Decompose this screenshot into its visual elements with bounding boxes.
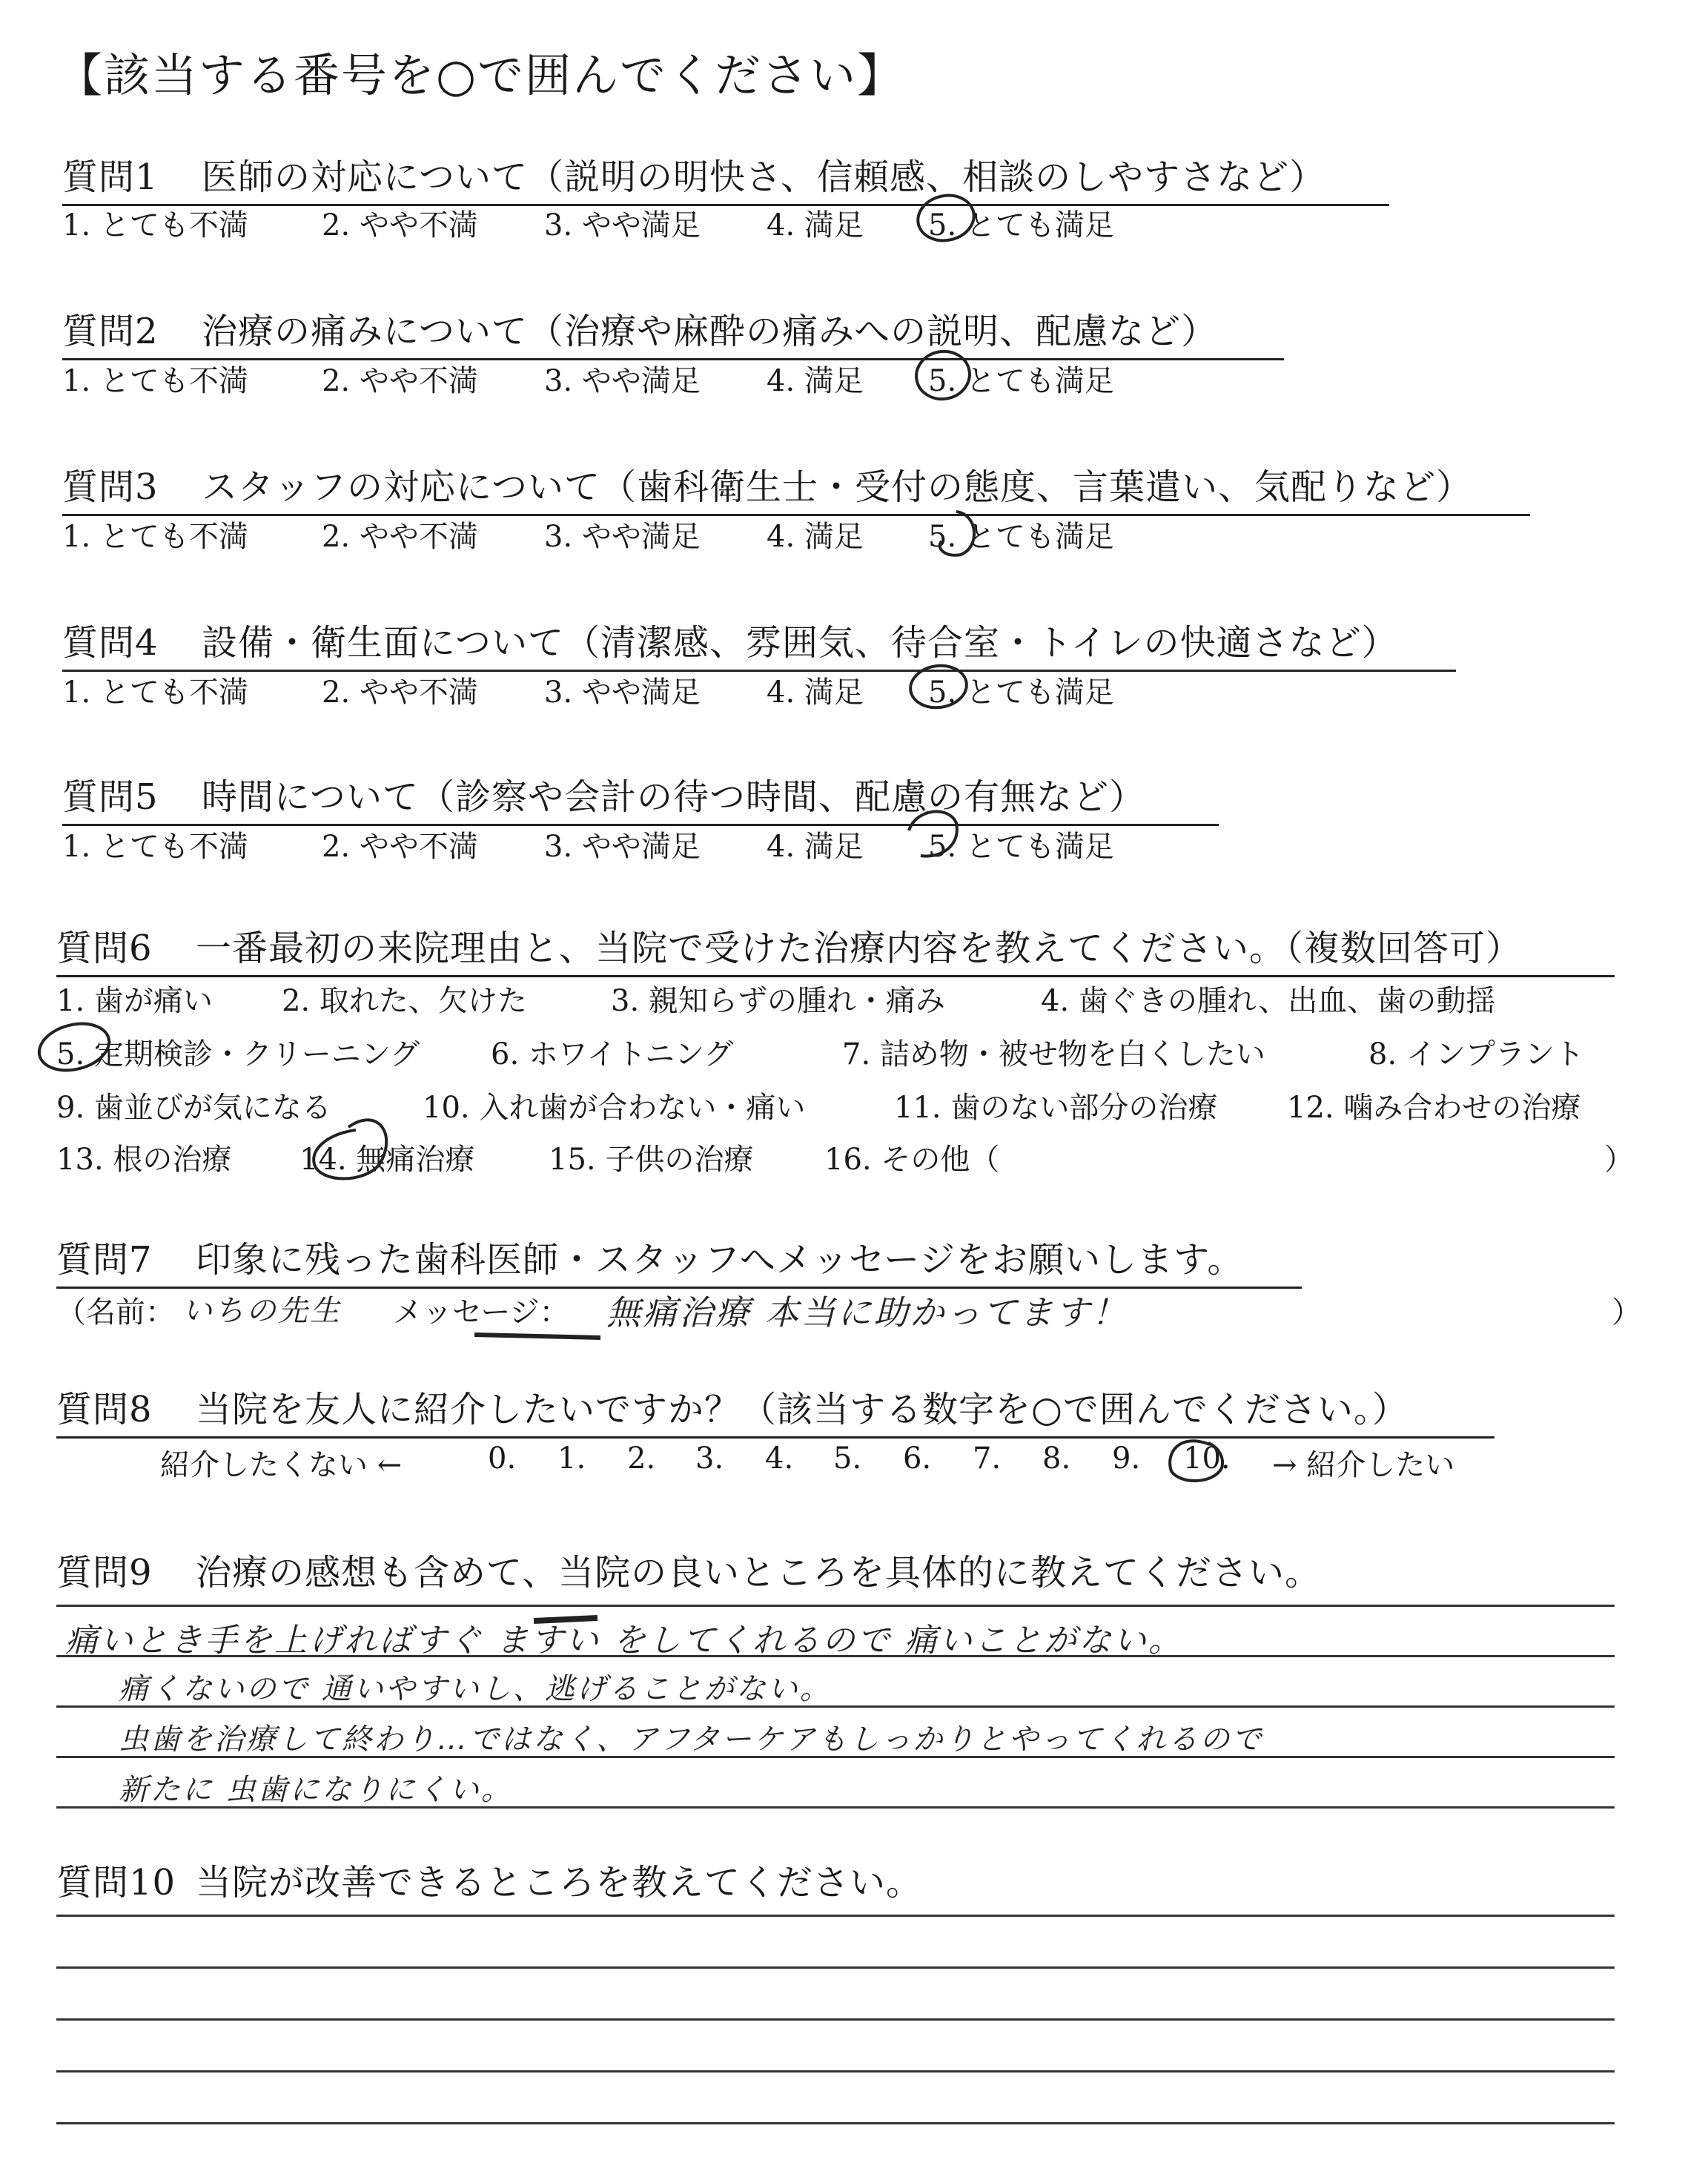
q5-option-4[interactable]: 4. 満足 (767, 830, 864, 864)
q3-option-4[interactable]: 4. 満足 (767, 520, 864, 554)
q3-option-2[interactable]: 2. やや不満 (322, 520, 478, 554)
q9-answer-line-1[interactable]: 痛いとき手を上げればすぐ ますい をしてくれるので 痛いことがない。 (65, 1622, 1183, 1659)
question-7-text: 印象に残った歯科医師・スタッフへメッセージをお願いします。 (196, 1239, 1244, 1281)
q6-option-12[interactable]: 12. 噛み合わせの治療 (1287, 1091, 1581, 1125)
q6-option-9[interactable]: 9. 歯並びが気になる (56, 1091, 331, 1125)
q7-scribble-strike (474, 1335, 600, 1338)
q6-option-11[interactable]: 11. 歯のない部分の治療 (894, 1091, 1218, 1125)
q7-message-prefix: メッセージ： (393, 1295, 569, 1330)
q3-option-3[interactable]: 3. やや満足 (544, 520, 701, 554)
q8-scale-7[interactable]: 7. (973, 1441, 1002, 1476)
q8-scale-2[interactable]: 2. (627, 1441, 656, 1476)
q6-option-8[interactable]: 8. インプラント (1368, 1037, 1584, 1071)
question-7-answer-row (56, 1289, 1641, 1333)
question-8-label: 質問8 (56, 1389, 153, 1430)
q6-option-5[interactable]: 5. 定期検診・クリーニング (56, 1037, 420, 1071)
q5-option-3[interactable]: 3. やや満足 (544, 830, 701, 864)
q7-close: ） (1612, 1295, 1641, 1330)
question-8-text: 当院を友人に紹介したいですか？（該当する数字を○で囲んでください。） (196, 1389, 1409, 1430)
q5-option-2[interactable]: 2. やや不満 (322, 830, 478, 864)
q2-option-4[interactable]: 4. 満足 (767, 364, 864, 398)
q6-option-3[interactable]: 3. 親知らずの腫れ・痛み (611, 984, 945, 1018)
q8-scale-10[interactable]: 10. (1183, 1441, 1231, 1476)
q6-option-2[interactable]: 2. 取れた、欠けた (282, 984, 527, 1018)
question-9-heading (56, 1544, 1321, 1595)
question-10-text: 当院が改善できるところを教えてください。 (196, 1862, 923, 1903)
question-5-heading (62, 768, 1219, 826)
question-5-text: 時間について（診察や会計の待つ時間、配慮の有無など） (202, 776, 1146, 818)
q6-other-close: ） (1604, 1143, 1634, 1177)
question-3-heading (62, 458, 1530, 516)
q6-option-7[interactable]: 7. 詰め物・被せ物を白くしたい (842, 1037, 1265, 1071)
question-4-heading (62, 614, 1456, 672)
question-6-text: 一番最初の来院理由と、当院で受けた治療内容を教えてください。（複数回答可） (196, 928, 1523, 969)
q6-option-13[interactable]: 13. 根の治療 (56, 1143, 232, 1177)
q3-option-5[interactable]: 5. とても満足 (928, 520, 1114, 554)
q4-option-3[interactable]: 3. やや満足 (544, 676, 701, 710)
q8-scale-8[interactable]: 8. (1042, 1441, 1071, 1476)
q6-option-1[interactable]: 1. 歯が痛い (56, 984, 213, 1018)
question-3-label: 質問3 (62, 466, 159, 508)
q9-answer-line-3[interactable]: 虫歯を治療して終わり…ではなく、アフターケアもしっかりとやってくれるので (119, 1723, 1264, 1757)
q8-scale-6[interactable]: 6. (903, 1441, 932, 1476)
q4-option-4[interactable]: 4. 満足 (767, 676, 864, 710)
q8-scale-0[interactable]: 0. (488, 1441, 517, 1476)
q10-line-3 (56, 2070, 1615, 2073)
question-6-label: 質問6 (56, 928, 153, 969)
question-2-label: 質問2 (62, 311, 159, 352)
question-8-scale (56, 1441, 1621, 1486)
page-title: 【該当する番号を○で囲んでください】 (56, 48, 905, 102)
question-7-label: 質問7 (56, 1239, 153, 1281)
question-8-heading (56, 1381, 1494, 1439)
q8-scale-9[interactable]: 9. (1112, 1441, 1141, 1476)
q9-line-0 (56, 1605, 1615, 1607)
q10-line-0 (56, 1915, 1615, 1917)
q8-scale-1[interactable]: 1. (557, 1441, 586, 1476)
q10-line-2 (56, 2018, 1615, 2021)
q3-option-1[interactable]: 1. とても不満 (62, 520, 248, 554)
q5-option-5[interactable]: 5. とても満足 (928, 830, 1114, 864)
q9-answer-line-2[interactable]: 痛くないので 通いやすいし、逃げることがない。 (119, 1672, 832, 1706)
q10-line-1 (56, 1966, 1615, 1969)
q9-answer-line-4[interactable]: 新たに 虫歯になりにくい。 (119, 1773, 513, 1807)
q4-option-5[interactable]: 5. とても満足 (928, 676, 1114, 710)
q2-option-5[interactable]: 5. とても満足 (928, 364, 1114, 398)
question-9-label: 質問9 (56, 1552, 153, 1593)
question-4-label: 質問4 (62, 622, 159, 664)
q6-option-16[interactable]: 16. その他（ (824, 1143, 1000, 1177)
q7-name-value[interactable]: いちの先生 (182, 1294, 342, 1328)
question-1-label: 質問1 (62, 156, 159, 198)
q1-option-2[interactable]: 2. やや不満 (322, 208, 478, 242)
q6-option-4[interactable]: 4. 歯ぐきの腫れ、出血、歯の動揺 (1041, 984, 1496, 1018)
q2-option-2[interactable]: 2. やや不満 (322, 364, 478, 398)
q6-option-14[interactable]: 14. 無痛治療 (299, 1143, 475, 1177)
q8-scale-3[interactable]: 3. (695, 1441, 724, 1476)
q2-option-1[interactable]: 1. とても不満 (62, 364, 248, 398)
q6-option-10[interactable]: 10. 入れ歯が合わない・痛い (423, 1091, 806, 1125)
q7-name-prefix: （名前： (56, 1295, 175, 1330)
question-1-heading (62, 148, 1389, 206)
question-10-label: 質問10 (56, 1862, 176, 1903)
question-7-heading (56, 1231, 1302, 1289)
q1-option-4[interactable]: 4. 満足 (767, 208, 864, 242)
q6-option-15[interactable]: 15. 子供の治療 (549, 1143, 754, 1177)
q2-option-3[interactable]: 3. やや満足 (544, 364, 701, 398)
q8-scale-5[interactable]: 5. (833, 1441, 862, 1476)
question-2-heading (62, 303, 1284, 360)
q10-line-4 (56, 2122, 1615, 2124)
q1-option-3[interactable]: 3. やや満足 (544, 208, 701, 242)
q6-option-6[interactable]: 6. ホワイトニング (491, 1037, 734, 1071)
question-3-text: スタッフの対応について（歯科衛生士・受付の態度、言葉遣い、気配りなど） (202, 466, 1473, 508)
q5-option-1[interactable]: 1. とても不満 (62, 830, 248, 864)
question-2-text: 治療の痛みについて（治療や麻酔の痛みへの説明、配慮など） (202, 311, 1218, 352)
q8-scale-4[interactable]: 4. (765, 1441, 794, 1476)
q8-right-label: → 紹介したい (1272, 1448, 1455, 1482)
q4-option-1[interactable]: 1. とても不満 (62, 676, 248, 710)
question-5-label: 質問5 (62, 776, 159, 818)
question-9-text: 治療の感想も含めて、当院の良いところを具体的に教えてください。 (196, 1552, 1322, 1593)
question-1-text: 医師の対応について（説明の明快さ、信頼感、相談のしやすさなど） (202, 156, 1326, 198)
q1-option-1[interactable]: 1. とても不満 (62, 208, 248, 242)
q4-option-2[interactable]: 2. やや不満 (322, 676, 478, 710)
q1-option-5[interactable]: 5. とても満足 (928, 208, 1114, 242)
question-4-text: 設備・衛生面について（清潔感、雰囲気、待合室・トイレの快適さなど） (202, 622, 1398, 664)
q7-message-value[interactable]: 無痛治療 本当に助かってます！ (606, 1292, 1128, 1332)
question-6-heading (56, 919, 1615, 977)
q8-left-label: 紹介したくない ← (160, 1448, 403, 1482)
question-10-heading (56, 1854, 922, 1905)
